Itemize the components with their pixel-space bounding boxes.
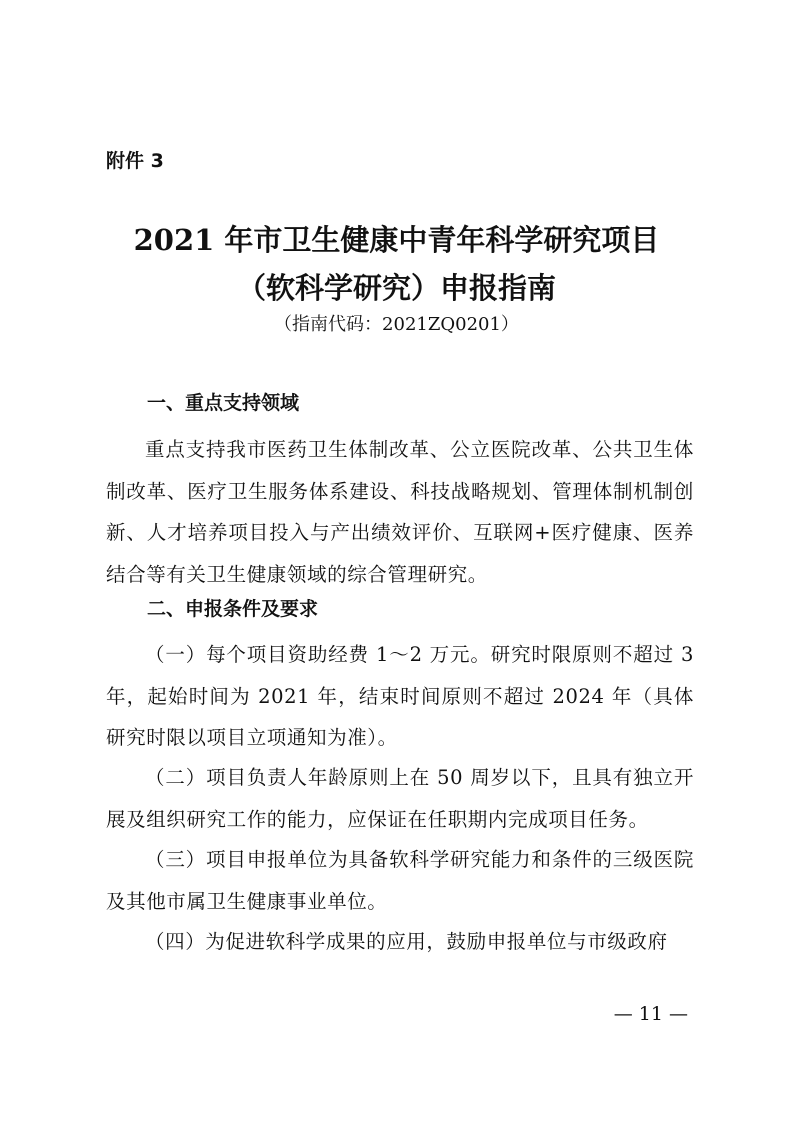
- requirement-item-1: （一）每个项目资助经费 1～2 万元。研究时限原则不超过 3 年，起始时间为 2021 年，结束时间原则不超过 2024 年（具体研究时限以项目立项通知为准）。: [106, 643, 694, 749]
- guide-code: （指南代码：2021ZQ0201）: [274, 314, 519, 335]
- requirement-item-3: （三）项目申报单位为具备软科学研究能力和条件的三级医院及其他市属卫生健康事业单位。: [106, 848, 694, 913]
- section-heading-focus-areas: 一、重点支持领域: [147, 392, 300, 414]
- section-heading-requirements: 二、申报条件及要求: [147, 598, 319, 620]
- requirement-item-4: （四）为促进软科学成果的应用，鼓励申报单位与市级政府: [145, 930, 668, 953]
- page-number: — 11 —: [613, 1003, 688, 1025]
- focus-areas-paragraph: 重点支持我市医药卫生体制改革、公立医院改革、公共卫生体制改革、医疗卫生服务体系建设、科技战略规划、管理体制机制创新、人才培养项目投入与产出绩效评价、互联网+医疗健康、医养结合等有关卫生健康领域的综合管理研究。: [106, 438, 694, 586]
- requirement-item-2: （二）项目负责人年龄原则上在 50 周岁以下，且具有独立开展及组织研究工作的能力，应保证在任职期内完成项目任务。: [106, 766, 694, 831]
- document-title-line-1: 2021 年市卫生健康中青年科学研究项目: [133, 223, 660, 257]
- attachment-label: 附件 3: [106, 150, 164, 172]
- document-title-line-2: （软科学研究）申报指南: [236, 271, 556, 305]
